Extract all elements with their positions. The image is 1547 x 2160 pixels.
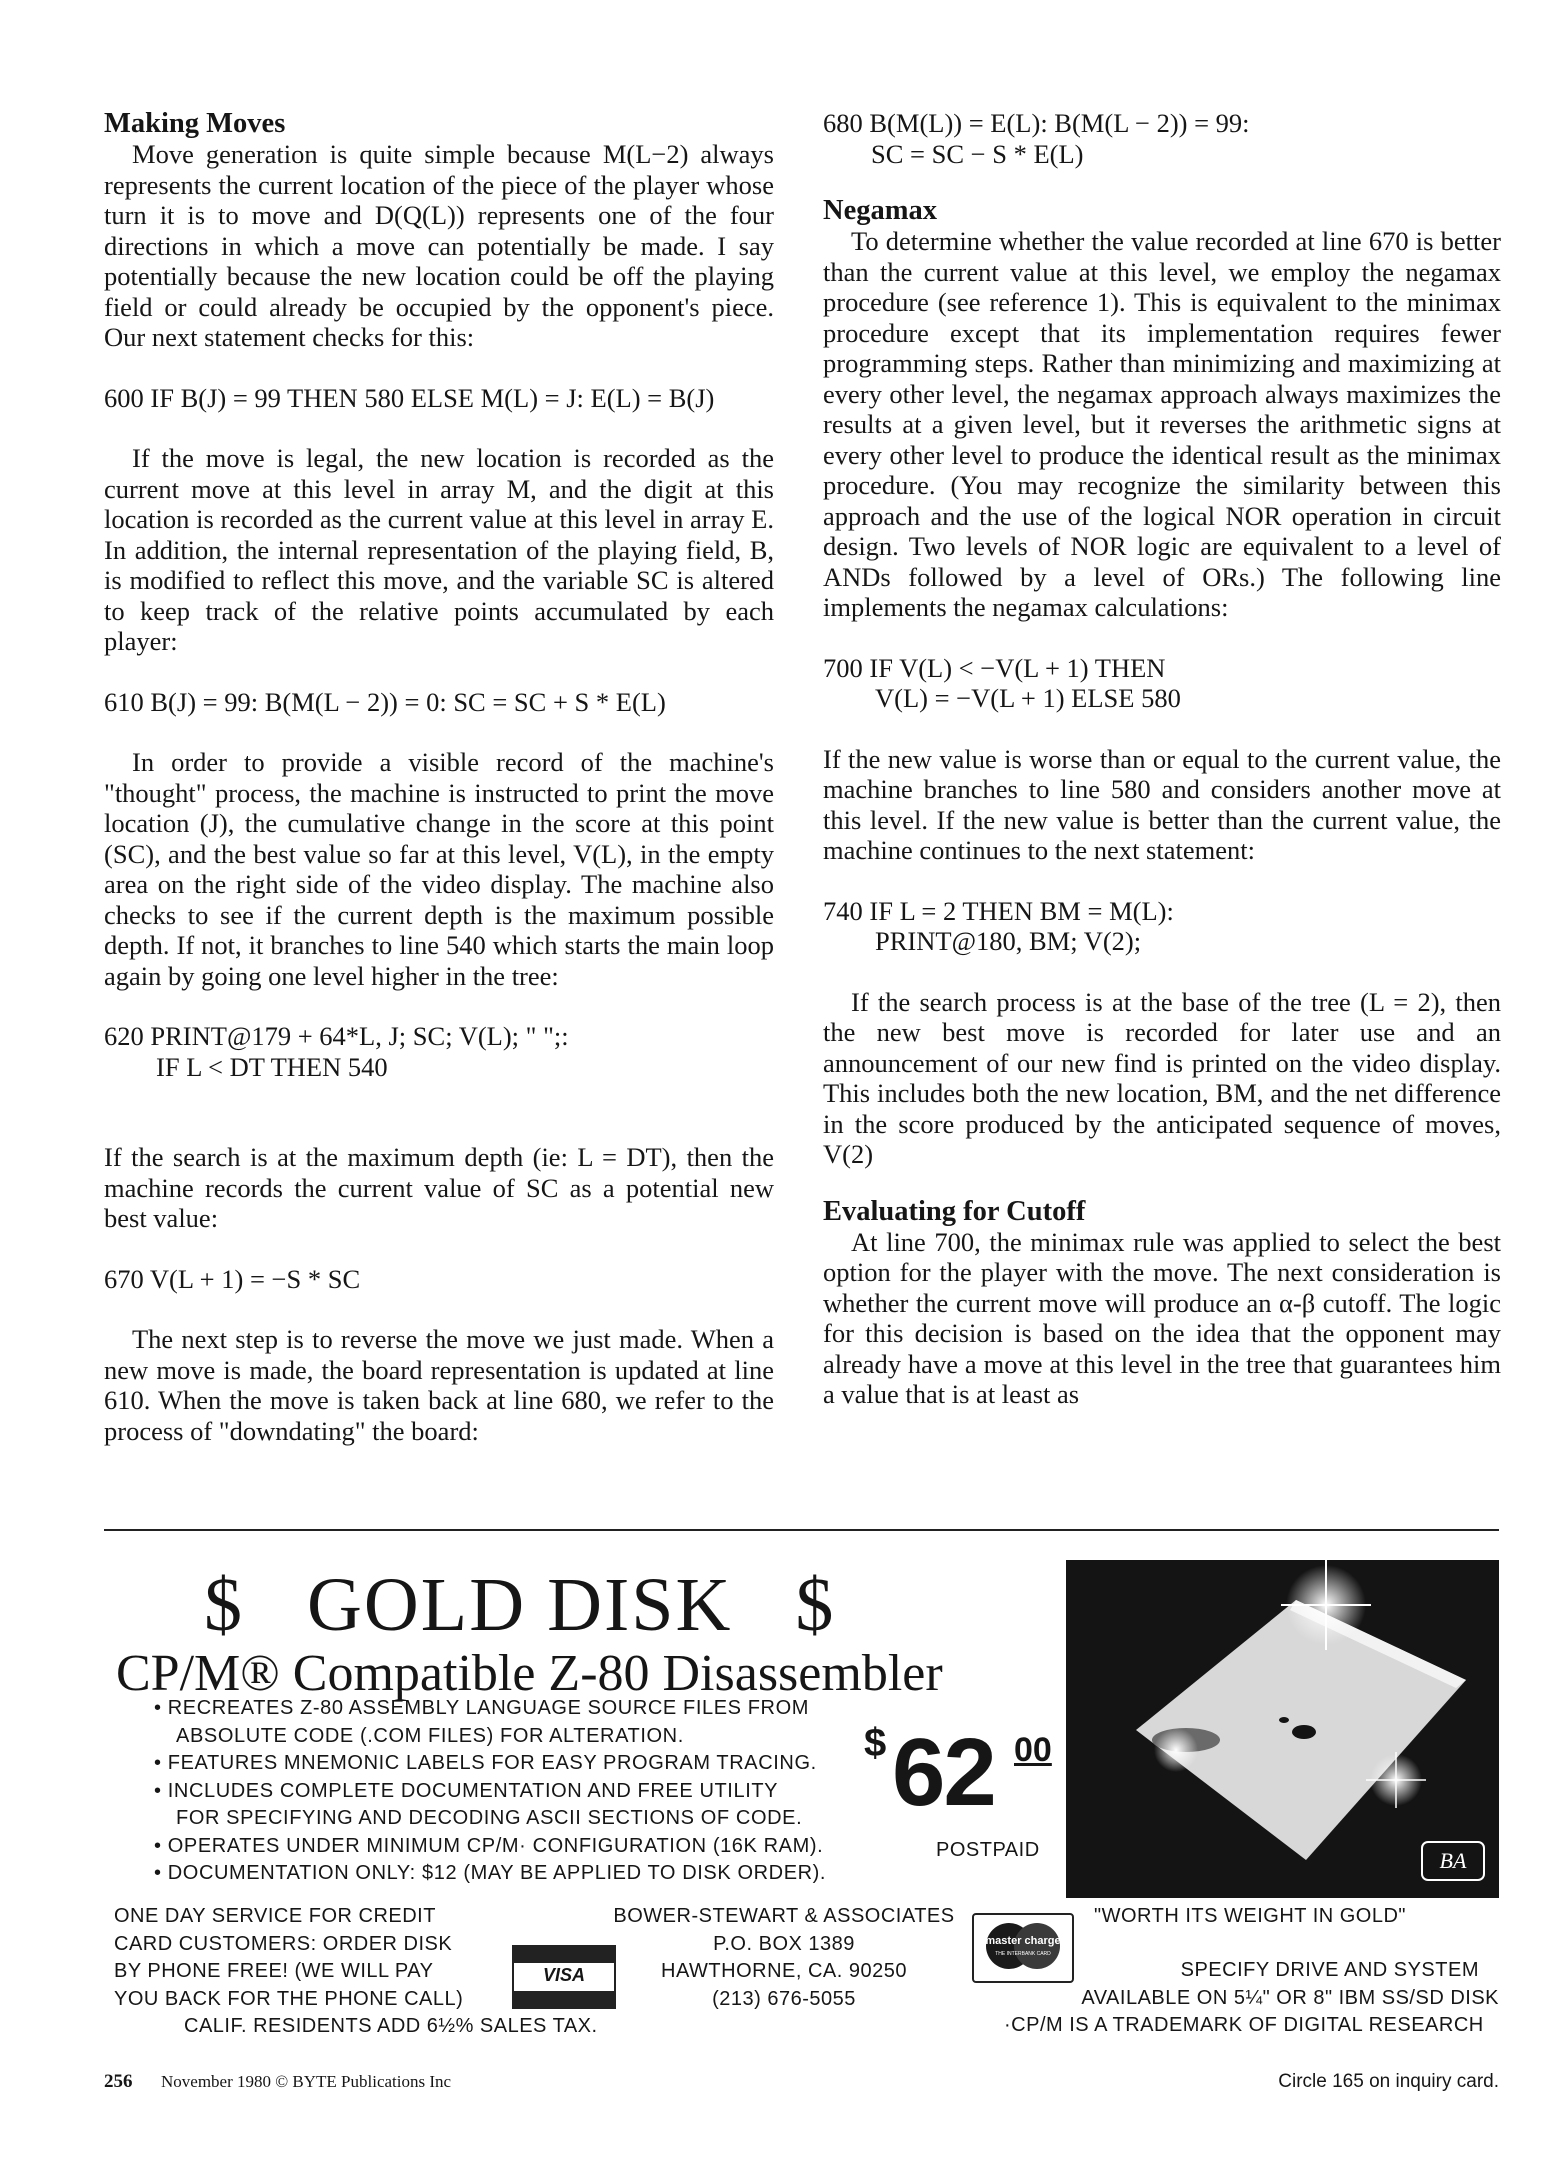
code-line-680-continued: SC = SC − S * E(L) [871, 138, 1084, 169]
service-line: BY PHONE FREE! (WE WILL PAY [114, 1960, 434, 1982]
page-footer [104, 2071, 451, 2093]
code-line-620-continued: IF L < DT THEN 540 [156, 1051, 388, 1082]
ad-bullet-continued: FOR SPECIFYING AND DECODING ASCII SECTIONS OF CODE. [176, 1807, 803, 1829]
visa-logo [512, 1945, 616, 2009]
price-dollar-sign: $ [864, 1721, 887, 1765]
paragraph: If the move is legal, the new location is recorded as the current move at this level in array M, and the digit at this location is recorded as the current value at this level in array E. In addition, the internal representation of the playing field, B, is modified to reflect this move, and the variable SC is altered to keep track of the relative points accumulated by each player: [104, 443, 774, 656]
postpaid-label: POSTPAID [936, 1839, 1040, 1861]
right-column [823, 108, 1501, 1410]
visa-logo-text: VISA [542, 1965, 585, 1985]
photo-logo: BA [1439, 1848, 1467, 1873]
ad-subheadline: CP/M® Compatible Z-80 Disassembler [116, 1645, 943, 1702]
spec-line: SPECIFY DRIVE AND SYSTEM [1180, 1959, 1479, 1981]
floppy-disk-photo [1066, 1560, 1499, 1898]
spec-line: AVAILABLE ON 5¼" OR 8" IBM SS/SD DISK [1081, 1986, 1499, 2009]
code-line-620: 620 PRINT@179 + 64*L, J; SC; V(L); " ";: [104, 1021, 569, 1051]
inquiry-card-note: Circle 165 on inquiry card. [1278, 2071, 1499, 2092]
gold-disk-advertisement [104, 1545, 1499, 2055]
paragraph: If the new value is worse than or equal to the current value, the machine branches to line 580 and considers another move at this level. If the new value is better than the current value, the machine continues to the next statement: [823, 743, 1501, 865]
section-heading-evaluating-for-cutoff: Evaluating for Cutoff [823, 1195, 1086, 1227]
company-address [604, 1903, 964, 2013]
service-line: ONE DAY SERVICE FOR CREDIT [114, 1905, 436, 1927]
code-line-600: 600 IF B(J) = 99 THEN 580 ELSE M(L) = J: E(L) = B(J) [104, 382, 715, 413]
code-line-670: 670 V(L + 1) = −S * SC [104, 1263, 361, 1294]
ad-bullet: • OPERATES UNDER MINIMUM CP/M· CONFIGURATION (16K RAM). [154, 1834, 824, 1857]
issue-credit: November 1980 © BYTE Publications Inc [161, 2072, 452, 2091]
mastercharge-text: master charge [985, 1935, 1061, 1947]
service-line: YOU BACK FOR THE PHONE CALL) [114, 1987, 464, 2010]
paragraph: At line 700, the minimax rule was applied to select the best option for the player with the move. The next consideration is whether the current move will produce an α-β cutoff. The logic for this decision is based on the idea that the opponent may already have a move at this level in the tree that guarantees him a value that is at least as [823, 1226, 1501, 1409]
address-line: HAWTHORNE, CA. 90250 [661, 1960, 907, 1982]
spec-line: ·CP/M IS A TRADEMARK OF DIGITAL RESEARCH [1004, 2014, 1484, 2036]
paragraph: Move generation is quite simple because M(L−2) always represents the current location of the piece of the player whose turn it is to move and D(Q(L)) represents one of the four directions in which a move can potentially be made. I say potentially because the new location could be off the playing field or could already be occupied by the opponent's piece. Our next statement checks for this: [104, 139, 774, 352]
disk-specs [1004, 1957, 1499, 2040]
sales-tax-line: CALIF. RESIDENTS ADD 6½% SALES TAX. [184, 2015, 598, 2037]
code-line-610: 610 B(J) = 99: B(M(L − 2)) = 0: SC = SC + S * E(L) [104, 686, 666, 717]
address-line: P.O. BOX 1389 [713, 1932, 855, 1955]
ad-bullet-continued: ABSOLUTE CODE (.COM FILES) FOR ALTERATION. [176, 1724, 684, 1747]
page-number: 256 [104, 2071, 133, 2092]
paragraph: If the search is at the maximum depth (ie: L = DT), then the machine records the current value of SC as a potential new best value: [104, 1142, 774, 1233]
price-cents: 00 [1014, 1731, 1052, 1769]
mastercharge-subtext: THE INTERBANK CARD [995, 1951, 1051, 1957]
ad-quote: "WORTH ITS WEIGHT IN GOLD" [1094, 1905, 1407, 1927]
ad-bullet: • DOCUMENTATION ONLY: $12 (MAY BE APPLIED TO DISK ORDER). [154, 1862, 827, 1884]
address-line: (213) 676-5055 [712, 1987, 856, 2010]
code-line-680: 680 B(M(L)) = E(L): B(M(L − 2)) = 99: [823, 108, 1250, 138]
code-line-740: 740 IF L = 2 THEN BM = M(L): [823, 895, 1174, 926]
paragraph: In order to provide a visible record of the machine's "thought" process, the machine is instructed to print the move location (J), the cumulative change in the score at this point (SC), and the best value so far at this level, V(L), in the empty area on the right side of the video display. The machine also checks to see if the current depth is the maximum possible depth. If not, it branches to line 540 which starts the main loop again by going one level higher in the tree: [104, 747, 774, 991]
paragraph: If the search process is at the base of the tree (L = 2), then the new best move is recorded for later use and an announcement of our new find is printed on the video display. This includes both the new location, BM, and the net difference in the score produced by the anticipated sequence of moves, V(2) [823, 986, 1501, 1169]
paragraph: The next step is to reverse the move we just made. When a new move is made, the board representation is updated at line 610. When the move is taken back at line 680, we refer to the process of "downdating" the board: [104, 1324, 774, 1446]
paragraph: To determine whether the value recorded at line 670 is better than the current value at this level, we employ the negamax procedure (see reference 1). This is equivalent to the minimax procedure except that its implementation requires fewer programming steps. Rather than minimizing and maximizing at every other level, the negamax approach always maximizes the results at a given level, but it reverses the arithmetic signs at every other level to produce the identical result as the minimax procedure. (You may recognize the similarity between this approach and the use of the logical NOR operation in circuit design. Two levels of NOR logic are equivalent to a level of ANDs followed by a level of ORs.) The following line implements the negamax calculations: [823, 226, 1501, 622]
section-heading-making-moves: Making Moves [104, 108, 286, 139]
ad-bullet: • FEATURES MNEMONIC LABELS FOR EASY PROGRAM TRACING. [154, 1752, 817, 1774]
floppy-disk-hub-hole [1292, 1725, 1316, 1739]
ad-headline: $ GOLD DISK $ [204, 1563, 836, 1647]
code-line-700: 700 IF V(L) < −V(L + 1) THEN [823, 652, 1166, 683]
price-dollars: 62 [892, 1719, 995, 1826]
section-heading-negamax: Negamax [823, 195, 937, 226]
ad-bullet: • INCLUDES COMPLETE DOCUMENTATION AND FREE UTILITY [154, 1779, 779, 1802]
address-line: BOWER-STEWART & ASSOCIATES [613, 1905, 955, 1927]
ad-feature-list [154, 1695, 826, 1888]
ad-bullet: • RECREATES Z-80 ASSEMBLY LANGUAGE SOURCE FILES FROM [154, 1697, 810, 1719]
left-column [104, 108, 774, 1446]
service-line: CARD CUSTOMERS: ORDER DISK [114, 1932, 453, 1955]
code-line-740-continued: PRINT@180, BM; V(2); [875, 926, 1142, 956]
floppy-disk-illustration [1066, 1560, 1499, 1898]
divider-rule [104, 1529, 1499, 1531]
code-line-700-continued: V(L) = −V(L + 1) ELSE 580 [875, 683, 1181, 713]
